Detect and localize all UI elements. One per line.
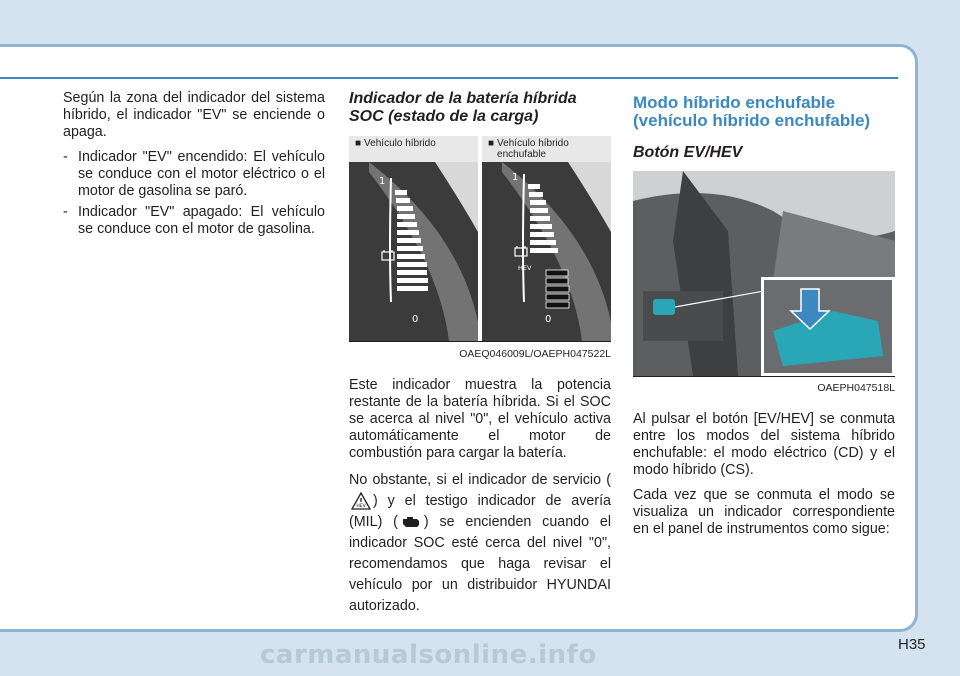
gauge-phev-image [482, 162, 611, 341]
ev-hev-button-photo [633, 171, 895, 376]
gauge-mark-full: 1 [512, 172, 519, 183]
gauge-caption-phev [488, 138, 611, 160]
gauge-caption-hybrid [355, 138, 436, 149]
list-dash: - [63, 204, 68, 220]
column-1 [63, 90, 325, 242]
bullet-icon: ■ [488, 138, 495, 149]
caption-text: Vehículo híbrido enchufable [497, 138, 569, 160]
svg-text:HEV: HEV [356, 504, 366, 510]
intro-paragraph: Según la zona del indicador del sistema híbrido, el indicador "EV" se enciende o apaga. [63, 90, 325, 140]
mode-indicator-paragraph: Cada vez que se conmuta el modo se visualiza un indicador correspondiente en el panel de instrumentos como sigue: [633, 487, 895, 537]
gauge-hybrid-image [349, 162, 478, 341]
gauge-mark-full: 1 [379, 176, 386, 187]
header-rule [0, 77, 898, 79]
warning-text-3: ) se encienden cuando el indicador SOC esté cerca del nivel "0", recomendamos que haga revisar el vehículo por un distribuidor HYUNDAI autorizado. [349, 514, 611, 614]
section-title-soc: Indicador de la batería híbrida SOC (estado de la carga) [349, 90, 577, 125]
soc-gauge-figure [349, 136, 611, 363]
list-item-ev-on [63, 149, 325, 200]
list-item-text: Indicador "EV" encendido: El vehículo se conduce con el motor eléctrico o el motor de gasolina se paró. [78, 149, 325, 199]
gauge-mark-empty: 0 [412, 314, 419, 325]
watermark: carmanualsonline.info [260, 640, 597, 670]
column-2 [349, 90, 611, 625]
photo-code: OAEPH047518L [633, 376, 895, 397]
section-heading-phev: Modo híbrido enchufable (vehículo híbrido enchufable) [633, 93, 871, 130]
ev-hev-paragraph: Al pulsar el botón [EV/HEV] se conmuta entre los modos del sistema híbrido enchufable: el modo eléctrico (CD) y el modo híbrido (CS). [633, 411, 895, 478]
engine-check-icon [400, 515, 422, 529]
list-dash: - [63, 149, 68, 165]
gauge-mark-empty: 0 [545, 314, 552, 325]
caption-text: Vehículo híbrido [364, 138, 436, 149]
service-warning-icon [351, 492, 371, 510]
gauge-panel-hybrid [349, 136, 478, 341]
column-3 [633, 94, 895, 546]
bullet-icon: ■ [355, 138, 362, 149]
hev-label: HEV [518, 264, 532, 272]
console-photo-image [633, 171, 895, 376]
soc-paragraph: Este indicador muestra la potencia restante de la batería híbrida. Si el SOC se acerca al nivel "0", el vehículo activa automáticamente el motor de combustión para cargar la batería. [349, 377, 611, 461]
list-item-ev-off [63, 204, 325, 238]
warning-text-1: No obstante, si el indicador de servicio ( [349, 472, 611, 488]
figure-code: OAEQ046009L/OAEPH047522L [349, 341, 611, 363]
page-number: H35 [898, 636, 926, 653]
gauge-panel-phev [482, 136, 611, 341]
warning-text-2: ) y el testigo indicador de avería (MIL) ( [349, 493, 611, 530]
list-item-text: Indicador "EV" apagado: El vehículo se conduce con el motor de gasolina. [78, 204, 325, 237]
warning-paragraph [349, 470, 611, 617]
subheading-ev-hev-button: Botón EV/HEV [633, 144, 743, 161]
